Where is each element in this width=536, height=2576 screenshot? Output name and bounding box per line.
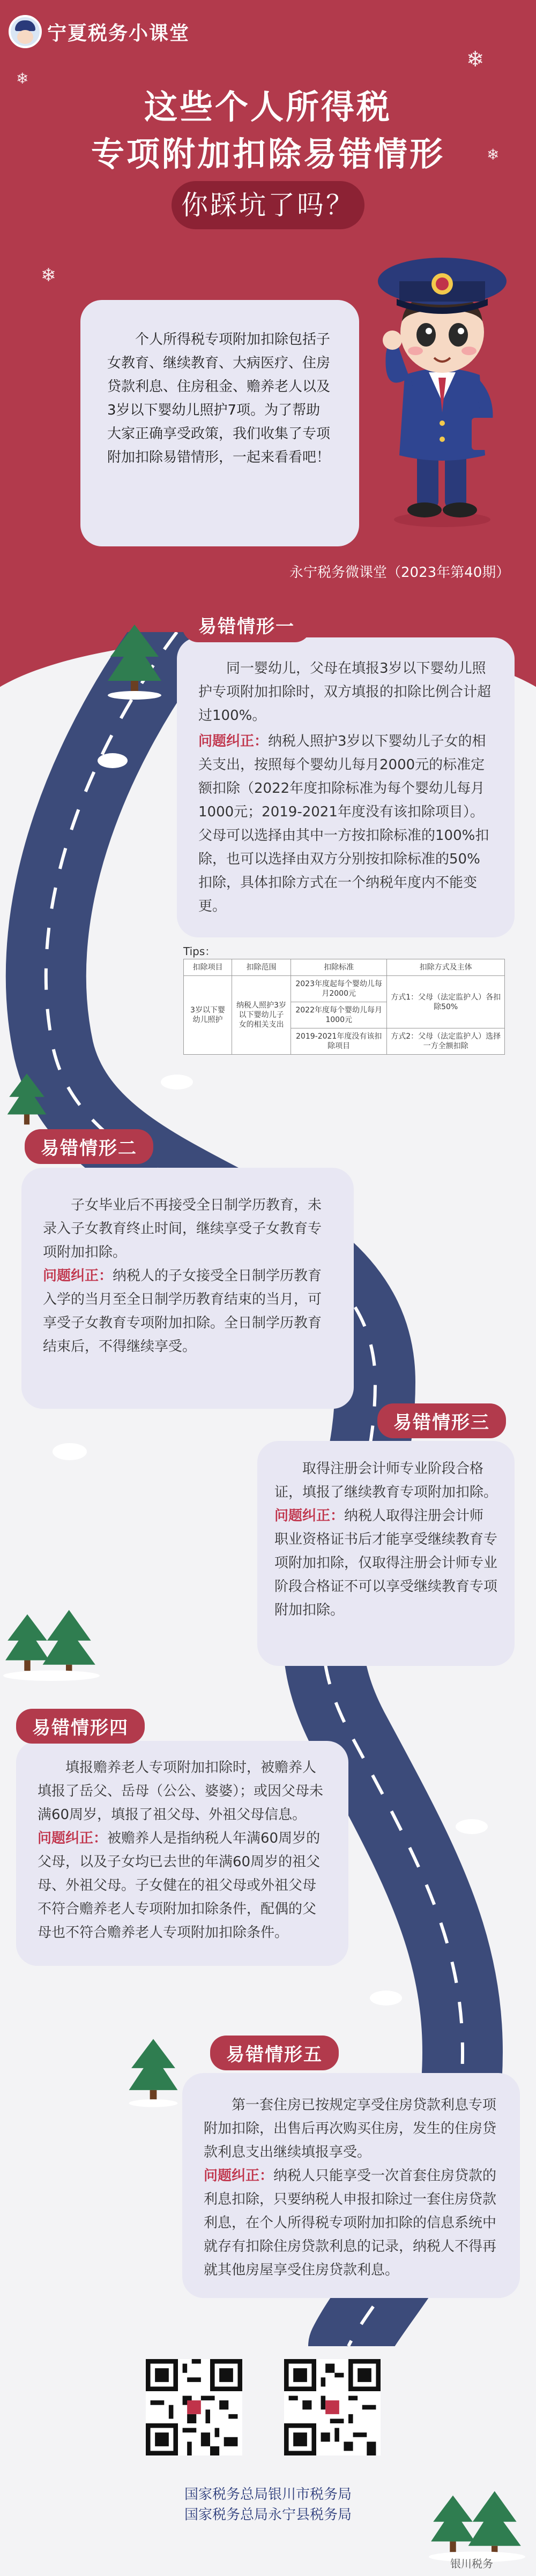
correction-label: 问题纠正： (38, 1830, 108, 1846)
case-5-tag: 易错情形五 (210, 2036, 339, 2070)
page-subtitle: 你踩坑了吗？ (172, 181, 364, 229)
intro-source: 永宁税务微课堂（2023年第40期） (289, 565, 510, 581)
brand-logo (9, 15, 190, 48)
table-row (184, 976, 505, 1002)
page-title-line2: 专项附加扣除易错情形 (91, 134, 445, 174)
case-3-tag: 易错情形三 (377, 1403, 506, 1438)
page-title-line1: 这些个人所得税 (144, 87, 392, 126)
table-cell: 纳税人照护3岁以下婴幼儿子女的相关支出 (232, 976, 291, 1055)
snowflake-icon: ❄ (487, 146, 500, 163)
table-header: 扣除项目 (184, 959, 232, 976)
footer-org-2: 国家税务总局永宁县税务局 (184, 2507, 352, 2523)
case-5-description: 第一套住房已按规定享受住房贷款利息专项附加扣除，出售后再次购买住房，发生的住房贷款利息支出继续填报享受。 (204, 2097, 497, 2160)
pine-tree-icon (105, 625, 164, 700)
case-1-correction (198, 730, 493, 918)
correction-label: 问题纠正： (198, 733, 269, 749)
case-card-4 (16, 1741, 348, 1966)
case-5-correction-text: 纳税人只能享受一次首套住房贷款的利息扣除，只要纳税人申报扣除过一套住房贷款利息，在个人所得税专项附加扣除的信息系统中就存有扣除住房贷款利息的记录，纳税人不得再就其他房屋享受住房贷款利息。 (204, 2168, 497, 2278)
footer-org-1: 国家税务总局银川市税务局 (184, 2487, 352, 2503)
case-4-correction (38, 1827, 327, 1944)
pine-trees-icon (3, 1602, 100, 1693)
source-watermark: 银川税务 (450, 2557, 493, 2570)
table-cell: 2019-2021年度没有该扣除项目 (291, 1028, 387, 1055)
case-card-1 (177, 637, 515, 937)
case-4-description: 填报赡养老人专项附加扣除时，被赡养人填报了岳父、岳母（公公、婆婆）；或因父母未满60周岁，填报了祖父母、外祖父母信息。 (38, 1760, 324, 1823)
case-2-correction (43, 1264, 332, 1358)
pine-tree-icon (5, 1071, 48, 1130)
tips-label: Tips： (183, 945, 216, 958)
brand-title: 宁夏税务小课堂 (47, 22, 190, 44)
case-2-description: 子女毕业后不再接受全日制学历教育，未录入子女教育终止时间，继续享受子女教育专项附加扣除。 (43, 1197, 322, 1260)
qr-code-icon (146, 2359, 242, 2455)
case-card-5 (182, 2073, 520, 2298)
case-3-correction (274, 1504, 497, 1622)
officer-avatar-icon (9, 15, 42, 48)
case-5-correction (204, 2164, 498, 2282)
snowflake-icon: ❄ (16, 70, 29, 87)
case-card-2 (21, 1168, 354, 1409)
case-1-tag: 易错情形一 (182, 607, 311, 642)
correction-label: 问题纠正： (204, 2168, 274, 2184)
qr-code-icon (284, 2359, 381, 2455)
table-cell: 3岁以下婴幼儿照护 (184, 976, 232, 1055)
case-4-correction-text: 被赡养人是指纳税人年满60周岁的父母，以及子女均已去世的年满60周岁的祖父母、外祖父母。子女健在的祖父母或外祖父母不符合赡养老人专项附加扣除条件，配偶的父母也不符合赡养老人专项附加扣除条件。 (38, 1830, 321, 1941)
table-header: 扣除方式及主体 (387, 959, 505, 976)
case-2-tag: 易错情形二 (25, 1129, 153, 1164)
snowflake-icon: ❄ (41, 265, 56, 286)
correction-label: 问题纠正： (43, 1268, 113, 1284)
pine-tree-icon (126, 2036, 180, 2111)
table-cell: 2023年度起每个婴幼儿每月2000元 (291, 976, 387, 1002)
table-cell: 方式1：父母（法定监护人）各扣除50% (387, 976, 505, 1028)
intro-card (80, 300, 359, 546)
case-2-correction-text: 纳税人的子女接受全日制学历教育入学的当月至全日制学历教育结束的当月，可享受子女教育专项附加扣除。全日制学历教育结束后，不得继续享受。 (43, 1268, 322, 1355)
table-header-row (184, 959, 505, 976)
table-cell: 2022年度每个婴幼儿每月1000元 (291, 1002, 387, 1028)
case-4-tag: 易错情形四 (16, 1709, 145, 1744)
case-3-description: 取得注册会计师专业阶段合格证，填报了继续教育专项附加扣除。 (274, 1461, 498, 1500)
snowflake-icon: ❄ (466, 47, 485, 72)
correction-label: 问题纠正： (274, 1508, 345, 1524)
case-1-description: 同一婴幼儿，父母在填报3岁以下婴幼儿照护专项附加扣除时，双方填报的扣除比例合计超过100%。 (198, 660, 492, 724)
tips-table (183, 959, 505, 1055)
intro-text: 个人所得税专项附加扣除包括子女教育、继续教育、大病医疗、住房贷款利息、住房租金、赡养老人以及3岁以下婴幼儿照护7项。为了帮助大家正确享受政策，我们收集了专项附加扣除易错情形，一起来看看吧！ (107, 332, 331, 465)
table-header: 扣除标准 (291, 959, 387, 976)
table-cell: 方式2：父母（法定监护人）选择一方全额扣除 (387, 1028, 505, 1055)
case-3-correction-text: 纳税人取得注册会计师职业资格证书后才能享受继续教育专项附加扣除，仅取得注册会计师专业阶段合格证不可以享受继续教育专项附加扣除。 (274, 1508, 498, 1618)
case-1-correction-text: 纳税人照护3岁以下婴幼儿子女的相关支出，按照每个婴幼儿每月2000元的标准定额扣除（2022年度扣除标准为每个婴幼儿每月1000元；2019-2021年度没有该扣除项目）。父母可以选择由其中一方按扣除标准的100%扣除，也可以选择由双方分别按扣除标准的50%扣除，具体扣除方式在一个纳税年度内不能变更。 (198, 733, 489, 914)
table-header: 扣除范围 (232, 959, 291, 976)
case-card-3 (257, 1441, 515, 1666)
tax-officer-illustration (354, 230, 525, 530)
